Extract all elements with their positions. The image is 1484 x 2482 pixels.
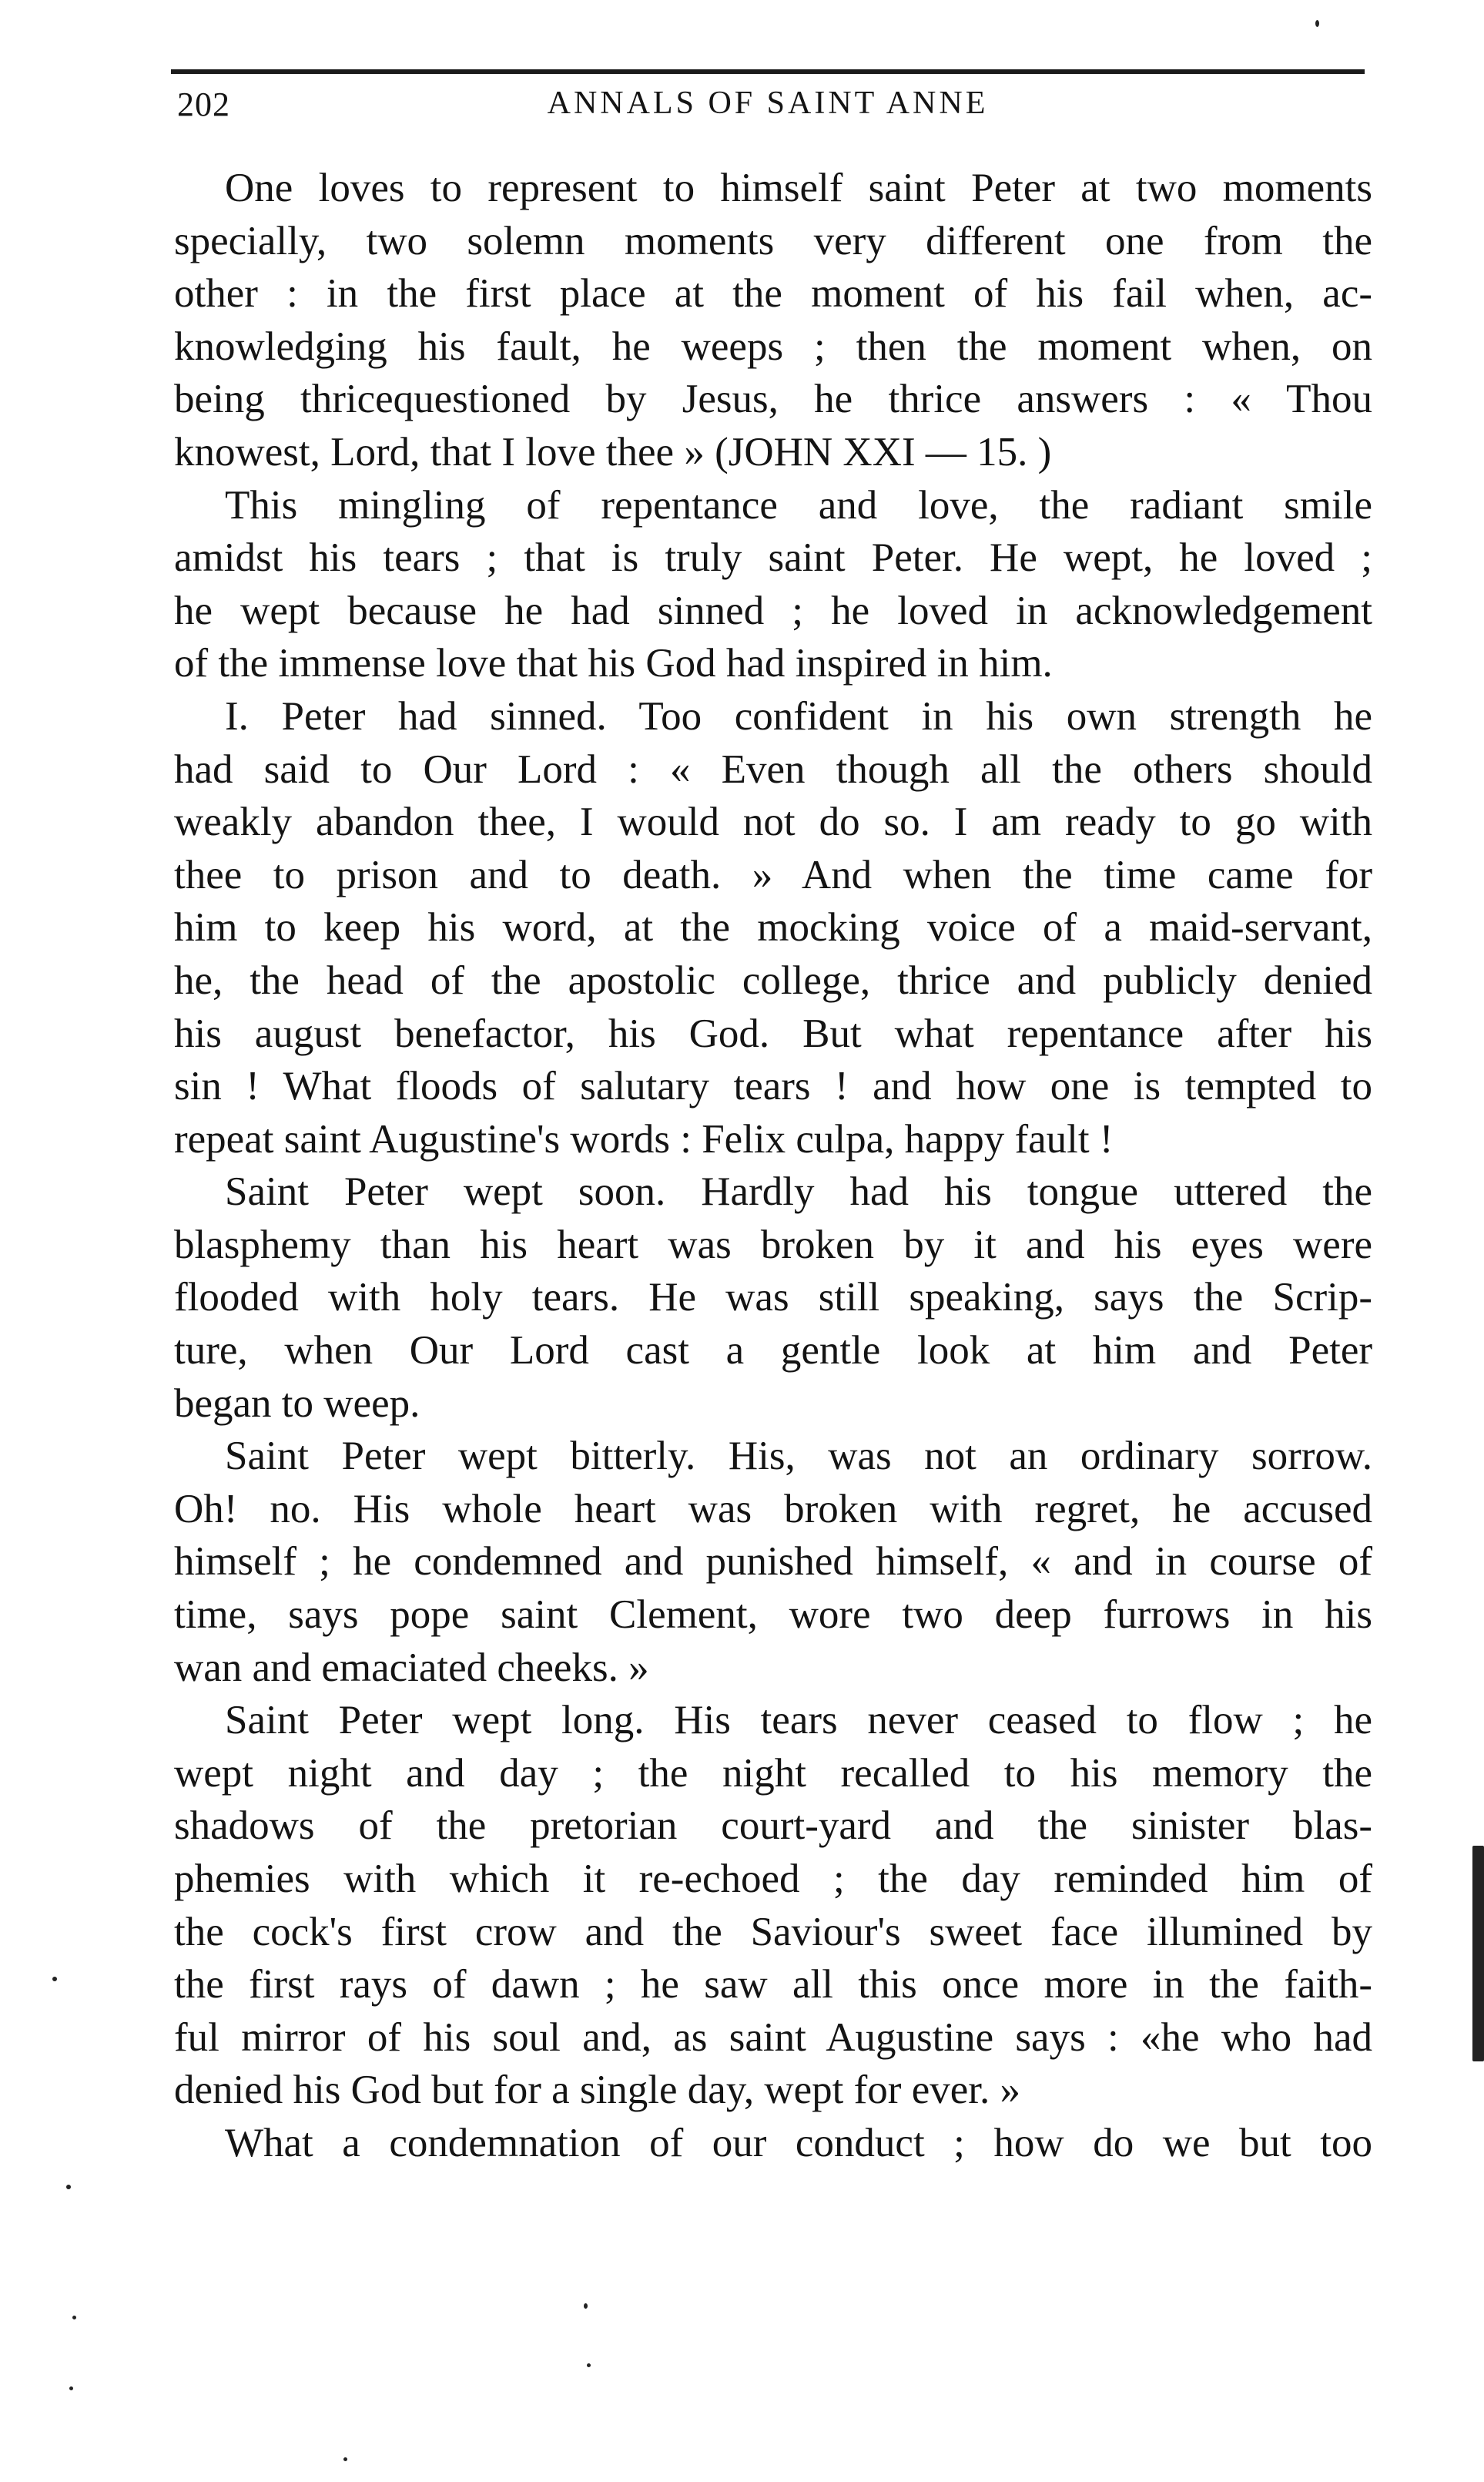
text-line: him to keep his word, at the mocking voice of a maid-servant, — [174, 905, 1372, 951]
text-line: Saint Peter wept long. His tears never ceased to flow ; he — [225, 1698, 1372, 1743]
text-line: This mingling of repentance and love, the radiant smile — [225, 482, 1372, 528]
page-number: 202 — [177, 86, 230, 123]
scan-speck — [52, 1977, 57, 1981]
text-line: he wept because he had sinned ; he loved in acknowledgement — [174, 588, 1372, 633]
text-line: the first rays of dawn ; he saw all this once more in the faith- — [174, 1962, 1372, 2007]
text-line: sin ! What floods of salutary tears ! and how one is tempted to — [174, 1064, 1372, 1109]
paragraph — [174, 1166, 1372, 1430]
text-line: of the immense love that his God had inspired in him. — [174, 641, 1053, 686]
text-line: I. Peter had sinned. Too confident in his own strength he — [225, 693, 1372, 739]
text-line: weakly abandon thee, I would not do so. I am ready to go with — [174, 800, 1372, 845]
text-line: the cock's first crow and the Saviour's sweet face illumined by — [174, 1909, 1372, 1954]
running-title: ANNALS OF SAINT ANNE — [547, 86, 989, 121]
scan-speck — [66, 2185, 71, 2189]
text-line: ture, when Our Lord cast a gentle look at him and Peter — [174, 1328, 1372, 1373]
paragraph — [174, 162, 1372, 479]
text-line: wept night and day ; the night recalled to his memory the — [174, 1750, 1372, 1796]
scan-speck — [1315, 20, 1319, 27]
text-line: other : in the first place at the moment of his fail when, ac- — [174, 271, 1372, 317]
text-line: phemies with which it re-echoed ; the day reminded him of — [174, 1856, 1372, 1901]
text-line: amidst his tears ; that is truly saint Peter. He wept, he loved ; — [174, 535, 1372, 581]
text-line: specially, two solemn moments very different one from the — [174, 218, 1372, 263]
text-line: began to weep. — [174, 1380, 420, 1426]
text-line: time, says pope saint Clement, wore two deep furrows in his — [174, 1592, 1372, 1638]
text-line: Oh! no. His whole heart was broken with regret, he accused — [174, 1486, 1372, 1531]
text-line: had said to Our Lord : « Even though all the others should — [174, 746, 1372, 792]
text-line: being thricequestioned by Jesus, he thrice answers : « Thou — [174, 377, 1372, 422]
text-line: What a condemnation of our conduct ; how do we but too — [225, 2120, 1372, 2165]
text-line: Saint Peter wept soon. Hardly had his tongue uttered the — [225, 1169, 1372, 1215]
scan-speck — [69, 2386, 73, 2390]
text-line: he, the head of the apostolic college, thrice and publicly denied — [174, 958, 1372, 1003]
text-line: blasphemy than his heart was broken by it and his eyes were — [174, 1222, 1372, 1267]
paragraph — [174, 479, 1372, 690]
text-line: One loves to represent to himself saint Peter at two moments — [225, 166, 1372, 210]
paragraph — [174, 2117, 1372, 2170]
text-line: knowledging his fault, he weeps ; then the moment when, on — [174, 324, 1372, 369]
text-line: Saint Peter wept bitterly. His, was not an ordinary sorrow. — [225, 1434, 1372, 1479]
scan-speck — [72, 2316, 76, 2319]
body-text — [174, 162, 1372, 2170]
text-line: ful mirror of his soul and, as saint Augustine says : «he who had — [174, 2014, 1372, 2060]
scan-speck — [584, 2303, 588, 2309]
paragraph — [174, 1430, 1372, 1694]
text-line: flooded with holy tears. He was still speaking, says the Scrip- — [174, 1275, 1372, 1320]
text-line: his august benefactor, his God. But what repentance after his — [174, 1011, 1372, 1056]
text-line: knowest, Lord, that I love thee » (JOHN XXI — 15. ) — [174, 429, 1052, 475]
paragraph — [174, 690, 1372, 1166]
text-line: wan and emaciated cheeks. » — [174, 1645, 649, 1690]
text-line: himself ; he condemned and punished himself, « and in course of — [174, 1539, 1372, 1585]
scan-speck — [587, 2363, 591, 2367]
text-line: shadows of the pretorian court-yard and the sinister blas- — [174, 1803, 1372, 1849]
scan-speck — [343, 2457, 347, 2461]
text-line: thee to prison and to death. » And when the time came for — [174, 852, 1372, 897]
text-line: denied his God but for a single day, wept for ever. » — [174, 2068, 1020, 2113]
page-header — [171, 80, 1365, 134]
scan-speck — [1472, 1846, 1484, 2061]
header-rule — [171, 69, 1365, 74]
paragraph — [174, 1694, 1372, 2117]
text-line: repeat saint Augustine's words : Felix culpa, happy fault ! — [174, 1116, 1114, 1162]
